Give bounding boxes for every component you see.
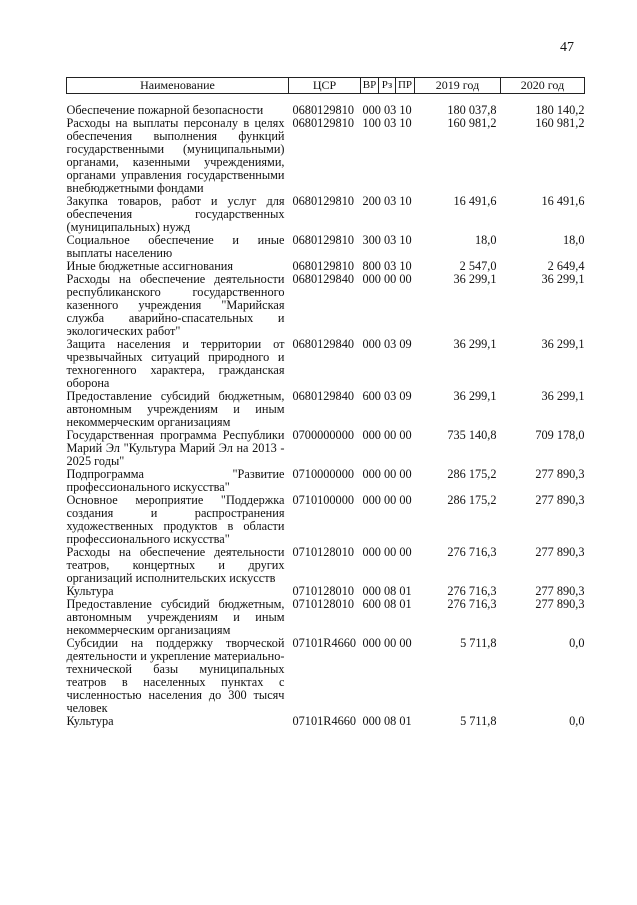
row-csr-cell: 0680129810	[292, 116, 354, 130]
row-codes-cell: 000 08 01	[362, 584, 412, 598]
row-value-2020-cell: 180 140,2	[535, 103, 585, 117]
header-name: Наименование	[67, 78, 289, 94]
row-csr-cell: 07101R4660	[292, 636, 357, 650]
row-value-2019-cell: 16 491,6	[453, 194, 497, 208]
row-csr-cell: 07101R4660	[292, 714, 357, 728]
row-value-2020-cell: 277 890,3	[535, 493, 585, 507]
row-name-cell: Расходы на выплаты персоналу в целях обеспечения выполнения функций государственными (муниципальными) органами, казенными учреждениями, органами управления государственными внебюджетными фондами	[66, 116, 285, 195]
row-codes-cell: 000 00 00	[362, 428, 412, 442]
row-name-cell: Культура	[66, 714, 114, 728]
table-row	[67, 390, 585, 429]
row-value-2019-cell: 5 711,8	[460, 714, 497, 728]
row-value-2019-cell: 18,0	[474, 233, 497, 247]
page-number: 47	[560, 40, 574, 55]
row-value-2020-cell: 277 890,3	[535, 467, 585, 481]
row-value-2019-cell: 36 299,1	[453, 272, 497, 286]
row-value-2019-cell: 286 175,2	[447, 467, 497, 481]
row-name-cell: Иные бюджетные ассигнования	[66, 259, 234, 273]
table-row	[67, 338, 585, 390]
row-value-2019-cell: 180 037,8	[447, 103, 497, 117]
header-vr: ВР	[361, 78, 379, 94]
row-value-2019-cell: 36 299,1	[453, 389, 497, 403]
row-value-2019-cell: 2 547,0	[459, 259, 497, 273]
row-csr-cell: 0700000000	[292, 428, 354, 442]
row-name-cell: Подпрограмма "Развитие профессионального искусства"	[66, 467, 285, 494]
table-row	[67, 494, 585, 546]
row-value-2020-cell: 709 178,0	[535, 428, 585, 442]
header-2019: 2019 год	[415, 78, 501, 94]
row-name-cell: Предоставление субсидий бюджетным, автономным учреждениям и иным некоммерческим организациям	[66, 597, 285, 637]
table-row	[67, 117, 585, 195]
header-csr: ЦСР	[289, 78, 361, 94]
row-value-2019-cell: 36 299,1	[453, 337, 497, 351]
table-row	[67, 273, 585, 338]
row-codes-cell: 600 03 09	[362, 389, 412, 403]
row-csr-cell: 0710128010	[292, 597, 354, 611]
row-csr-cell: 0710128010	[292, 545, 354, 559]
row-codes-cell: 000 03 09	[362, 337, 412, 351]
row-codes-cell: 200 03 10	[362, 194, 412, 208]
row-value-2020-cell: 277 890,3	[535, 545, 585, 559]
row-csr-cell: 0710100000	[292, 493, 354, 507]
row-name-cell: Расходы на обеспечение деятельности театров, концертных и других организаций исполнительских искусств	[66, 545, 285, 585]
row-codes-cell: 000 00 00	[362, 467, 412, 481]
row-name-cell: Социальное обеспечение и иные выплаты населению	[66, 233, 285, 260]
row-name-cell: Защита населения и территории от чрезвычайных ситуаций природного и техногенного характера, гражданская оборона	[66, 337, 285, 390]
row-value-2020-cell: 0,0	[569, 636, 585, 650]
row-value-2019-cell: 735 140,8	[447, 428, 497, 442]
row-codes-cell: 300 03 10	[362, 233, 412, 247]
row-csr-cell: 0680129840	[292, 337, 354, 351]
row-codes-cell: 000 00 00	[362, 493, 412, 507]
row-value-2019-cell: 160 981,2	[447, 116, 497, 130]
row-csr-cell: 0680129840	[292, 389, 354, 403]
row-value-2019-cell: 5 711,8	[460, 636, 497, 650]
row-csr-cell: 0680129810	[292, 233, 354, 247]
table-row	[67, 468, 585, 494]
row-csr-cell: 0710000000	[292, 467, 354, 481]
row-value-2020-cell: 160 981,2	[535, 116, 585, 130]
table-row	[67, 598, 585, 637]
row-value-2020-cell: 36 299,1	[541, 389, 585, 403]
row-value-2020-cell: 277 890,3	[535, 597, 585, 611]
row-codes-cell: 000 00 00	[362, 636, 412, 650]
table-body	[67, 94, 585, 729]
row-value-2020-cell: 36 299,1	[541, 337, 585, 351]
row-value-2020-cell: 36 299,1	[541, 272, 585, 286]
row-name-cell: Расходы на обеспечение деятельности республиканского государственного казенного учреждения "Марийская служба аварийно-спасательных и экологических работ"	[66, 272, 285, 338]
header-2020: 2020 год	[501, 78, 585, 94]
row-value-2020-cell: 18,0	[562, 233, 585, 247]
row-name-cell: Предоставление субсидий бюджетным, автономным учреждениям и иным некоммерческим организациям	[66, 389, 285, 429]
row-value-2020-cell: 16 491,6	[541, 194, 585, 208]
header-rz: Рз	[379, 78, 396, 94]
row-codes-cell: 600 08 01	[362, 597, 412, 611]
table-row	[67, 715, 585, 728]
row-name-cell: Обеспечение пожарной безопасности	[66, 103, 264, 117]
row-codes-cell: 100 03 10	[362, 116, 412, 130]
row-value-2019-cell: 276 716,3	[447, 584, 497, 598]
row-codes-cell: 000 00 00	[362, 272, 412, 286]
table-row	[67, 234, 585, 260]
table-row	[67, 195, 585, 234]
row-name-cell: Закупка товаров, работ и услуг для обеспечения государственных (муниципальных) нужд	[66, 194, 285, 234]
row-csr-cell: 0680129810	[292, 103, 354, 117]
row-name-cell: Культура	[66, 584, 114, 598]
table-row	[67, 546, 585, 585]
row-csr-cell: 0680129810	[292, 259, 354, 273]
row-value-2020-cell: 0,0	[569, 714, 585, 728]
row-codes-cell: 800 03 10	[362, 259, 412, 273]
table-header-row	[67, 78, 585, 94]
row-codes-cell: 000 08 01	[362, 714, 412, 728]
row-csr-cell: 0710128010	[292, 584, 354, 598]
row-name-cell: Субсидии на поддержку творческой деятельности и укрепление материально-технической базы муниципальных театров в населенных пунктах с численностью населения до 300 тысяч человек	[66, 636, 285, 715]
row-name-cell: Основное мероприятие "Поддержка создания и распространения художественных продуктов в области профессионального искусства"	[66, 493, 285, 546]
row-value-2020-cell: 2 649,4	[547, 259, 585, 273]
budget-table	[66, 77, 585, 728]
table-row	[67, 637, 585, 715]
row-value-2019-cell: 276 716,3	[447, 597, 497, 611]
row-codes-cell: 000 03 10	[362, 103, 412, 117]
row-value-2020-cell: 277 890,3	[535, 584, 585, 598]
header-pr: ПР	[396, 78, 415, 94]
row-name-cell: Государственная программа Республики Марий Эл "Культура Марий Эл на 2013 - 2025 годы"	[66, 428, 285, 468]
row-csr-cell: 0680129810	[292, 194, 354, 208]
row-value-2019-cell: 276 716,3	[447, 545, 497, 559]
row-codes-cell: 000 00 00	[362, 545, 412, 559]
row-value-2019-cell: 286 175,2	[447, 493, 497, 507]
row-csr-cell: 0680129840	[292, 272, 354, 286]
table-row	[67, 429, 585, 468]
